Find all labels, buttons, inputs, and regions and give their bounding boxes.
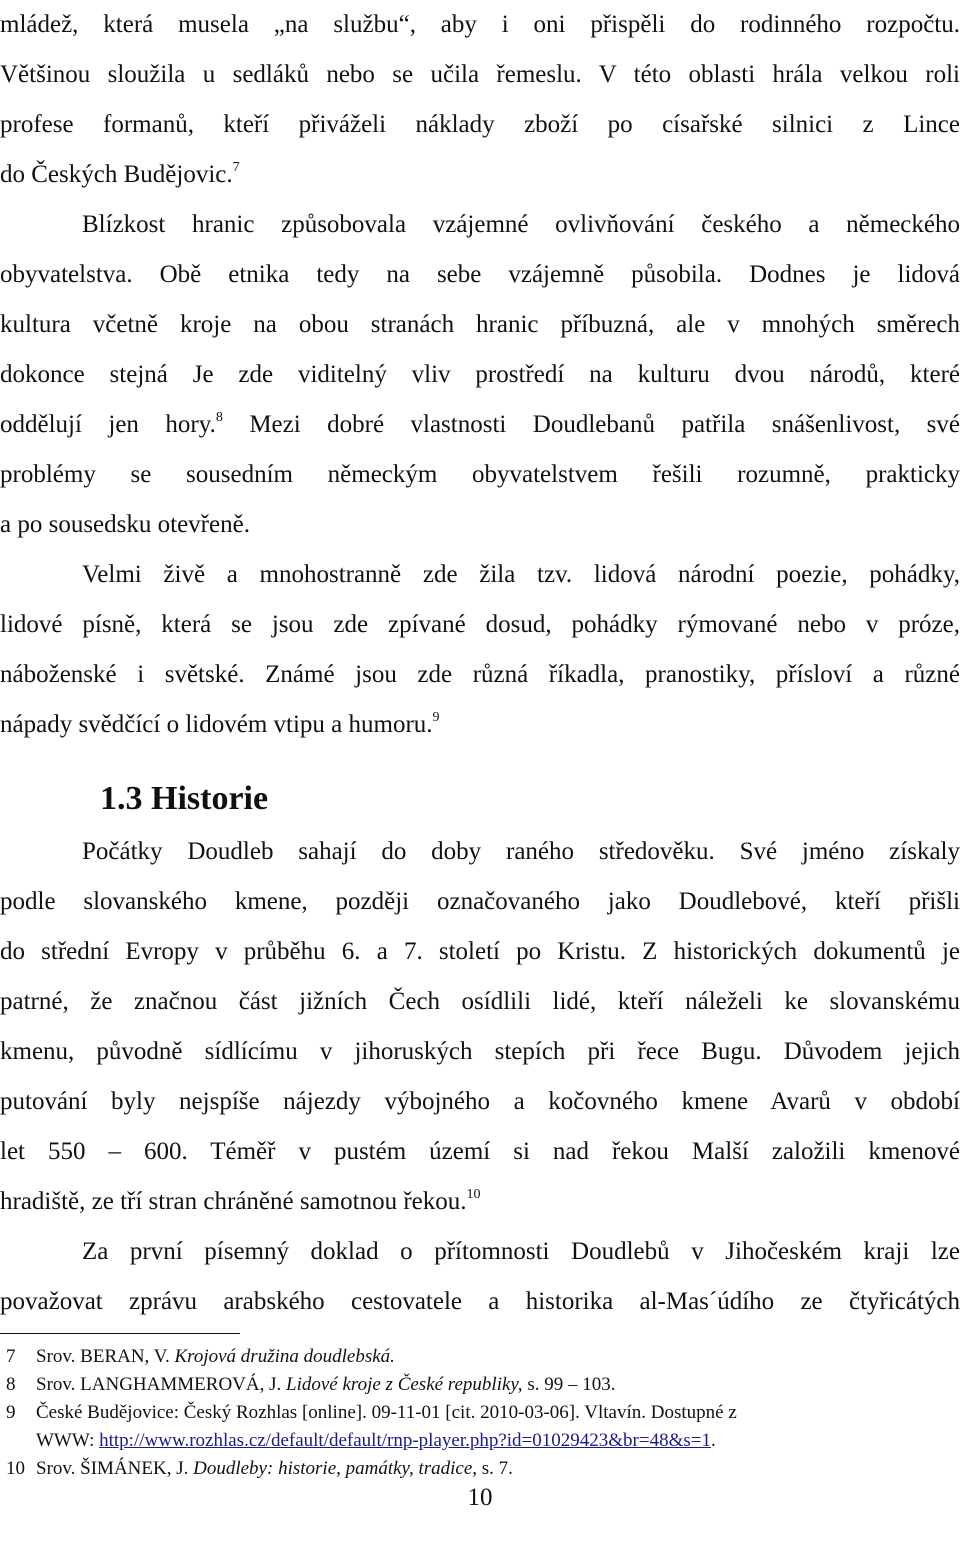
text-line: obyvatelstva. Obě etnika tedy na sebe vzájemně působila. Dodnes je lidová: [0, 261, 960, 288]
footnote-ref-8[interactable]: 8: [215, 410, 223, 425]
footnote-8: [0, 1371, 960, 1399]
text-line: mládež, která musela „na službu“, aby i oni přispěli do rodinného rozpočtu.: [0, 11, 960, 38]
paragraph-block-1: [0, 0, 960, 750]
text-line: podle slovanského kmene, později označovaného jako Doudlebové, kteří přišli: [0, 888, 960, 915]
text-line: do střední Evropy v průběhu 6. a 7. století po Kristu. Z historických dokumentů je: [0, 938, 960, 965]
footnote-text: Srov. BERAN, V. Krojová družina doudlebská.: [36, 1346, 395, 1367]
text-line: patrné, že značnou část jižních Čech osídlili lidé, kteří náleželi ke slovanskému: [0, 988, 960, 1015]
footnote-separator: [0, 1333, 240, 1334]
text-line: kmenu, původně sídlícímu v jihoruských stepích při řece Bugu. Důvodem jejich: [0, 1038, 960, 1065]
text-line: a po sousedsku otevřeně.: [0, 511, 250, 538]
footnote-number: 8: [6, 1374, 16, 1395]
footnote-text: Srov. ŠIMÁNEK, J. Doudleby: historie, památky, tradice, s. 7.: [36, 1458, 513, 1479]
section-heading: 1.3 Historie: [100, 780, 269, 817]
footnote-text: Srov. LANGHAMMEROVÁ, J. Lidové kroje z České republiky, s. 99 – 103.: [36, 1374, 616, 1395]
footnote-number: 9: [6, 1402, 16, 1423]
text-line: Většinou sloužila u sedláků nebo se učila řemeslu. V této oblasti hrála velkou roli: [0, 61, 960, 88]
footnote-text: České Budějovice: Český Rozhlas [online]. 09-11-01 [cit. 2010-03-06]. Vltavín. Dostupné z: [36, 1402, 737, 1423]
text-line: považovat zprávu arabského cestovatele a historika al-Mas´údího ze čtyřicátých: [0, 1288, 960, 1315]
text-line: do Českých Budějovic.$^7$: [0, 160, 240, 188]
footnote-ref-7[interactable]: 7: [232, 160, 240, 175]
text-line: putování byly nejspíše nájezdy výbojného a kočovného kmene Avarů v období: [0, 1088, 960, 1115]
text-line: Blízkost hranic způsobovala vzájemné ovlivňování českého a německého: [82, 211, 960, 238]
footnote-text: WWW: http://www.rozhlas.cz/default/default/rnp-player.php?id=01029423&br=48&s=1.: [36, 1430, 716, 1451]
page-number: 10: [467, 1484, 493, 1511]
text-line: let 550 – 600. Téměř v pustém území si nad řekou Malší založili kmenové: [0, 1138, 960, 1165]
text-line: problémy se sousedním německým obyvatelstvem řešili rozumně, prakticky: [0, 461, 960, 488]
text-line: nápady svědčící o lidovém vtipu a humoru.$^9$: [0, 710, 440, 738]
text-line: kultura včetně kroje na obou stranách hranic příbuzná, ale v mnohých směrech: [0, 311, 960, 338]
footnote-ref-9[interactable]: 9: [432, 710, 440, 725]
footnote-9-continuation: [0, 1427, 960, 1455]
footnote-10: [0, 1455, 960, 1483]
text-line: hradiště, ze tří stran chráněné samotnou řekou.$^{10}$: [0, 1187, 481, 1215]
text-line: lidové písně, která se jsou zde zpívané dosud, pohádky rýmované nebo v próze,: [0, 611, 960, 638]
text-line: Za první písemný doklad o přítomnosti Doudlebů v Jihočeském kraji lze: [82, 1238, 960, 1265]
paragraph-block-2: [0, 827, 960, 1327]
text-line: dokonce stejná Je zde viditelný vliv prostředí na kulturu dvou národů, které: [0, 361, 960, 388]
footnote-9: [0, 1399, 960, 1427]
footnote-number: 7: [6, 1346, 16, 1367]
footnote-7: [0, 1343, 960, 1371]
footnote-ref-10[interactable]: 10: [466, 1187, 481, 1202]
footnote-number: 10: [6, 1458, 25, 1479]
footnotes: [0, 1343, 960, 1483]
text-line: profese formanů, kteří přiváželi náklady zboží po císařské silnici z Lince: [0, 111, 960, 138]
text-line: Velmi živě a mnohostranně zde žila tzv. lidová národní poezie, pohádky,: [82, 561, 960, 588]
footnote-link[interactable]: http://www.rozhlas.cz/default/default/rnp-player.php?id=01029423&br=48&s=1: [99, 1430, 711, 1451]
text-line: oddělují jen hory.$^8$ Mezi dobré vlastnosti Doudlebanů patřila snášenlivost, své: [0, 410, 960, 438]
text-line: Počátky Doudleb sahají do doby raného středověku. Své jméno získaly: [82, 838, 960, 865]
text-line: náboženské i světské. Známé jsou zde různá říkadla, pranostiky, přísloví a různé: [0, 661, 960, 688]
